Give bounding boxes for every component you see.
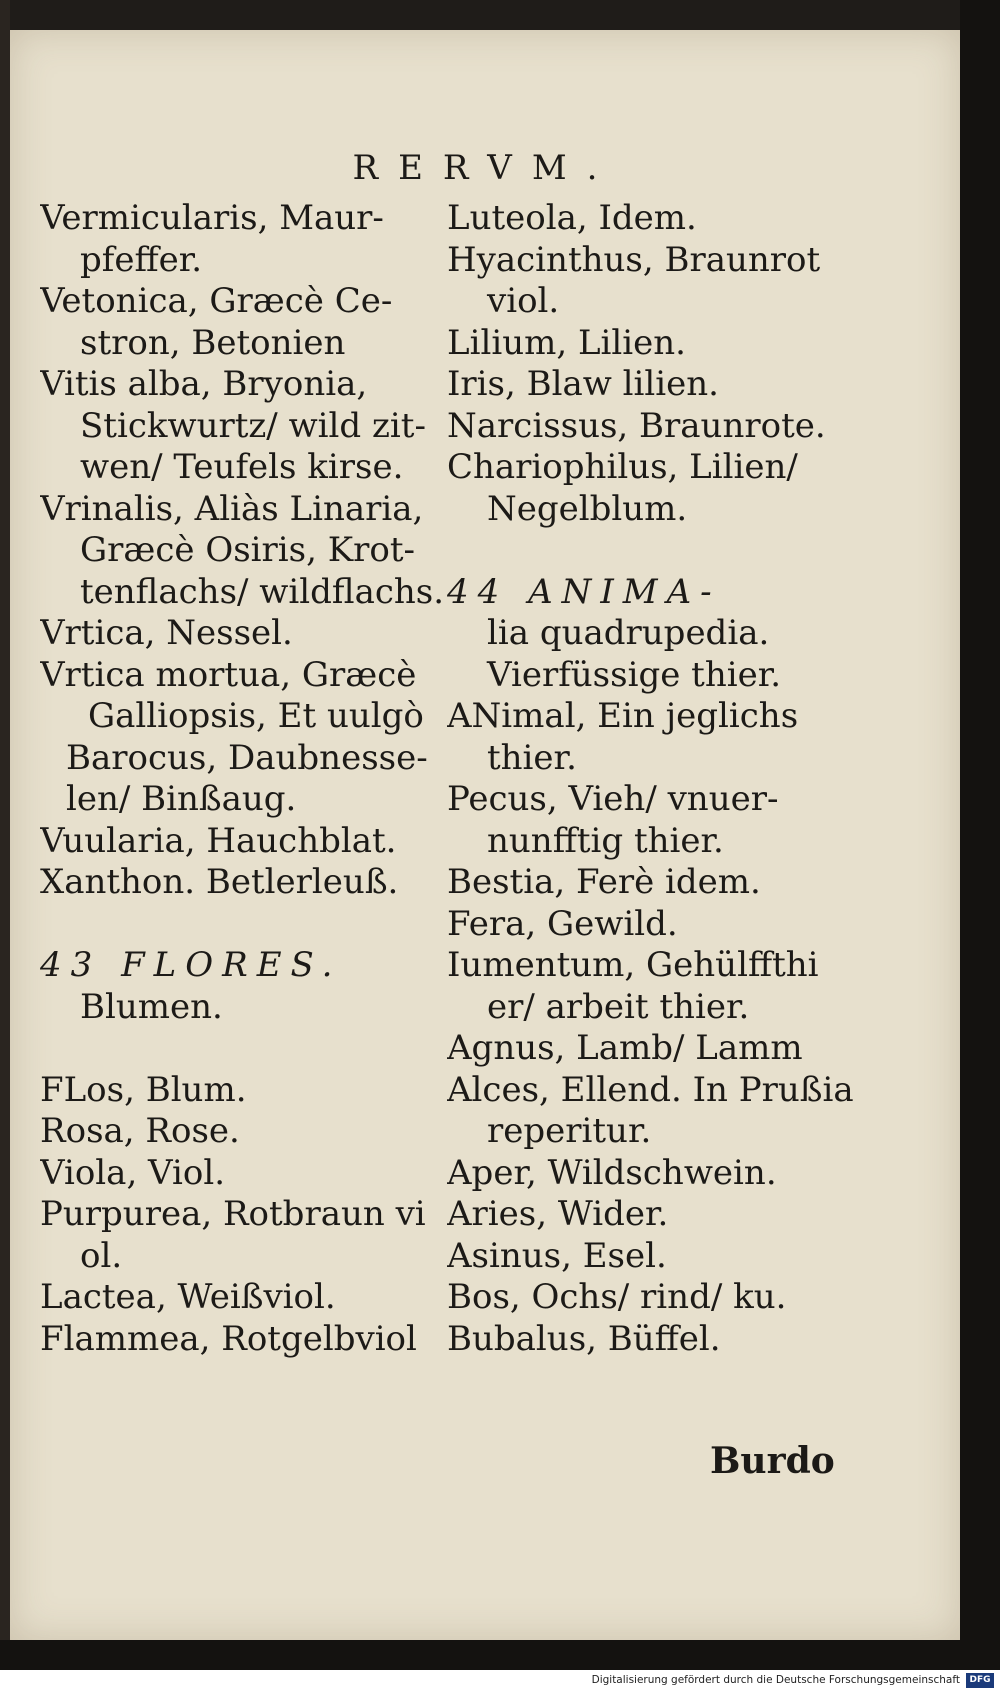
- entry-line: nunfftig thier.: [487, 820, 724, 861]
- entry-line: Narcissus, Braunrote.: [447, 405, 826, 446]
- entry-line: wen/ Teufels kirse.: [80, 447, 404, 487]
- entry-line: FLos, Blum.: [40, 1069, 247, 1110]
- entry-line: er/ arbeit thier.: [487, 986, 750, 1027]
- entry-line: Negelblum.: [487, 488, 688, 529]
- entry-line: Aper, Wildschwein.: [447, 1152, 777, 1193]
- entry-line: Blumen.: [80, 986, 223, 1027]
- entry-line: Hyacinthus, Braunrot: [447, 239, 821, 280]
- scan-border-bottom: [0, 1640, 1000, 1670]
- catchword: Burdo: [710, 1440, 835, 1482]
- book-page: [10, 30, 960, 1640]
- entry-line: tenflachs/ wildflachs.: [80, 571, 445, 612]
- right-column: [447, 198, 937, 1360]
- entry-line: Vuularia, Hauchblat.: [40, 820, 397, 861]
- entry-line: Græcè Osiris, Krot-: [80, 530, 416, 570]
- entry-line: Iumentum, Gehülffthi: [447, 945, 819, 985]
- scan-border-right: [960, 0, 1000, 1691]
- entry-line: lia quadrupedia.: [487, 613, 770, 653]
- entry-line: Vetonica, Græcè Ce-: [40, 281, 393, 321]
- entry-line: Galliopsis, Et uulgò: [88, 696, 424, 736]
- left-column: [40, 198, 460, 1360]
- running-header: RERVM.: [352, 148, 618, 188]
- entry-line: Xanthon. Betlerleuß.: [40, 862, 399, 902]
- blank-line: [40, 904, 460, 946]
- entry-line: Stickwurtz/ wild zit-: [80, 405, 426, 446]
- entry-line: Chariophilus, Lilien/: [447, 447, 798, 487]
- entry-line: stron, Betonien: [80, 322, 346, 363]
- entry-line: Purpurea, Rotbraun vi: [40, 1194, 426, 1234]
- entry-line: pfeffer.: [80, 239, 203, 280]
- entry-line: viol.: [487, 281, 560, 321]
- entry-line: Aries, Wider.: [447, 1194, 669, 1234]
- entry-line: Luteola, Idem.: [447, 198, 697, 238]
- entry-line: Fera, Gewild.: [447, 903, 678, 944]
- entry-line: Bos, Ochs/ rind/ ku.: [447, 1277, 787, 1317]
- entry-line: Vermicularis, Maur-: [40, 198, 384, 238]
- digitization-footer: Digitalisierung gefördert durch die Deutsche Forschungsgemeinschaft: [0, 1670, 1000, 1691]
- section-heading: 44 ANIMA-: [447, 571, 721, 612]
- entry-line: Lactea, Weißviol.: [40, 1277, 336, 1317]
- entry-line: Barocus, Daubnesse-: [66, 737, 428, 778]
- blank-line: [40, 1028, 460, 1070]
- entry-line: Lilium, Lilien.: [447, 322, 686, 363]
- entry-line: ANimal, Ein jeglichs: [447, 696, 799, 736]
- entry-line: Vrtica, Nessel.: [40, 613, 293, 653]
- entry-line: Vrinalis, Aliàs Linaria,: [40, 488, 424, 529]
- entry-line: Viola, Viol.: [40, 1152, 226, 1193]
- entry-line: Vitis alba, Bryonia,: [40, 364, 368, 404]
- entry-line: Iris, Blaw lilien.: [447, 364, 719, 404]
- entry-line: Vrtica mortua, Græcè: [40, 654, 417, 695]
- entry-line: Agnus, Lamb/ Lamm: [447, 1028, 803, 1068]
- entry-line: Bestia, Ferè idem.: [447, 862, 761, 902]
- entry-line: Rosa, Rose.: [40, 1111, 240, 1151]
- entry-line: Bubalus, Büffel.: [447, 1318, 721, 1359]
- scan-border-left: [0, 0, 10, 1691]
- entry-line: Asinus, Esel.: [447, 1235, 667, 1276]
- entry-line: Pecus, Vieh/ vnuer-: [447, 779, 779, 819]
- section-heading: 43 FLORES.: [40, 945, 342, 985]
- entry-line: Alces, Ellend. In Prußia: [447, 1069, 854, 1110]
- entry-line: len/ Binßaug.: [66, 779, 297, 819]
- dfg-logo: DFG: [966, 1673, 994, 1688]
- entry-line: thier.: [487, 737, 577, 778]
- entry-line: reperitur.: [487, 1111, 652, 1151]
- blank-line: [447, 530, 937, 572]
- entry-line: ol.: [80, 1235, 123, 1276]
- entry-line: Vierfüssige thier.: [487, 654, 782, 695]
- entry-line: Flammea, Rotgelbviol: [40, 1318, 417, 1359]
